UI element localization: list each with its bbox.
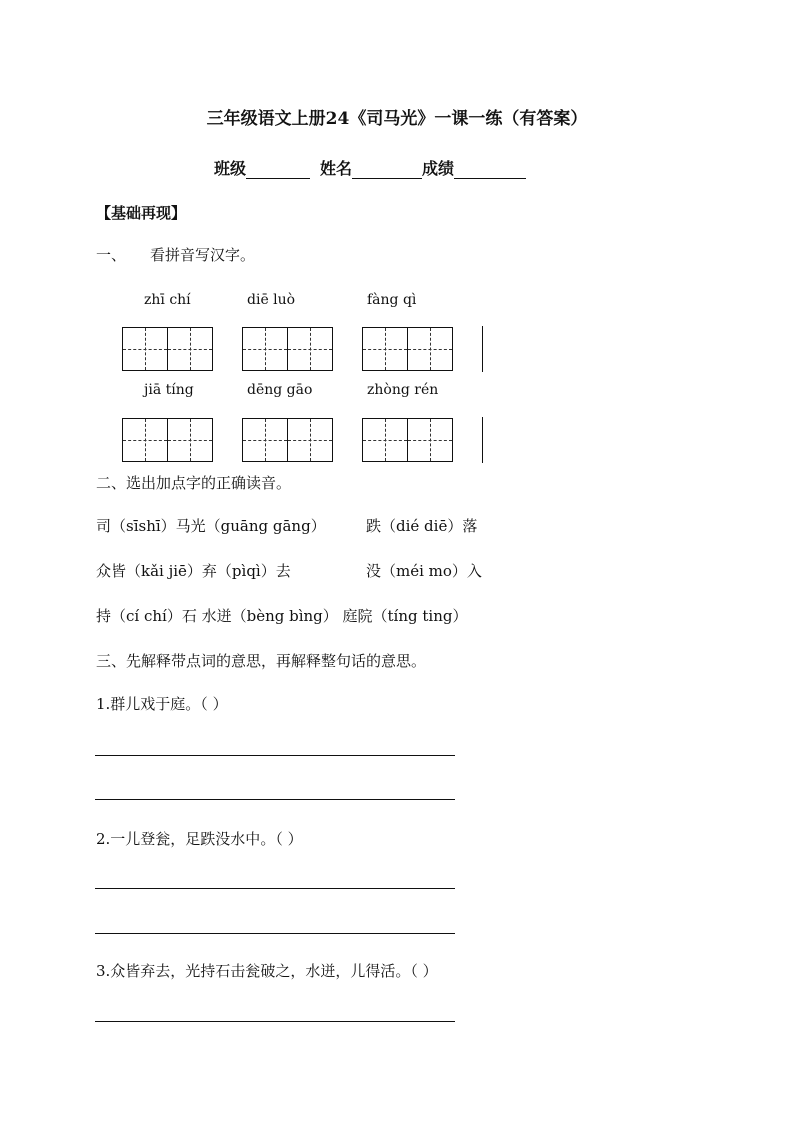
answer-line[interactable]	[95, 755, 455, 756]
name-blank[interactable]	[352, 162, 422, 179]
question-1-heading	[96, 244, 255, 265]
divider	[482, 417, 483, 463]
pinyin-label: dēng gāo	[247, 382, 313, 398]
section-heading: 【基础再现】	[96, 204, 187, 222]
pinyin-label: zhī chí	[144, 292, 191, 308]
student-info-line	[214, 156, 526, 179]
grid-cell[interactable]	[408, 328, 453, 370]
grid-cell[interactable]	[168, 419, 213, 461]
pinyin-label: zhòng rén	[367, 382, 439, 398]
answer-line[interactable]	[95, 799, 455, 800]
grid-cell[interactable]	[363, 419, 408, 461]
question-3-prompt: 三、先解释带点词的意思，再解释整句话的意思。	[96, 652, 427, 670]
class-blank[interactable]	[246, 162, 310, 179]
grid-cell[interactable]	[168, 328, 213, 370]
grid-cell[interactable]	[243, 419, 288, 461]
writing-grid[interactable]	[242, 418, 333, 462]
writing-grid[interactable]	[122, 418, 213, 462]
answer-line[interactable]	[95, 1021, 455, 1022]
pronunciation-item: 没（méi mo）入	[366, 562, 482, 580]
sentence-item: 2.一儿登瓮，足跌没水中。（ ）	[96, 830, 303, 848]
writing-grid[interactable]	[362, 327, 453, 371]
pronunciation-item: 众皆（kǎi jiē）弃（pìqì）去	[96, 562, 291, 580]
pinyin-label: jiā tíng	[144, 382, 194, 398]
divider	[482, 326, 483, 372]
page-title: 三年级语文上册24《司马光》一课一练（有答案）	[206, 109, 588, 129]
pinyin-label: diē luò	[247, 292, 296, 308]
grid-cell[interactable]	[123, 419, 168, 461]
writing-grid[interactable]	[122, 327, 213, 371]
sentence-item: 1.群儿戏于庭。（ ）	[96, 695, 228, 713]
question-2-prompt: 二、选出加点字的正确读音。	[96, 474, 292, 492]
grid-cell[interactable]	[288, 419, 333, 461]
grid-cell[interactable]	[123, 328, 168, 370]
question-1-number: 一、	[96, 246, 127, 264]
writing-grid[interactable]	[242, 327, 333, 371]
score-blank[interactable]	[454, 162, 526, 179]
grid-cell[interactable]	[408, 419, 453, 461]
sentence-item: 3.众皆弃去，光持石击瓮破之，水迸，儿得活。（ ）	[96, 962, 438, 980]
grid-cell[interactable]	[363, 328, 408, 370]
grid-cell[interactable]	[243, 328, 288, 370]
class-label: 班级	[214, 159, 247, 178]
writing-grid[interactable]	[362, 418, 453, 462]
pinyin-label: fàng qì	[367, 292, 417, 308]
pronunciation-item: 跌（dié diē）落	[366, 517, 478, 535]
pronunciation-item: 持（cí chí）石 水迸（bèng bìng） 庭院（tíng ting）	[96, 607, 468, 625]
score-label: 成绩	[422, 159, 455, 178]
answer-line[interactable]	[95, 888, 455, 889]
grid-cell[interactable]	[288, 328, 333, 370]
pronunciation-item: 司（sīshī）马光（guāng gāng）	[96, 517, 326, 535]
question-1-prompt: 看拼音写汉字。	[150, 246, 256, 264]
answer-line[interactable]	[95, 933, 455, 934]
name-label: 姓名	[320, 159, 353, 178]
